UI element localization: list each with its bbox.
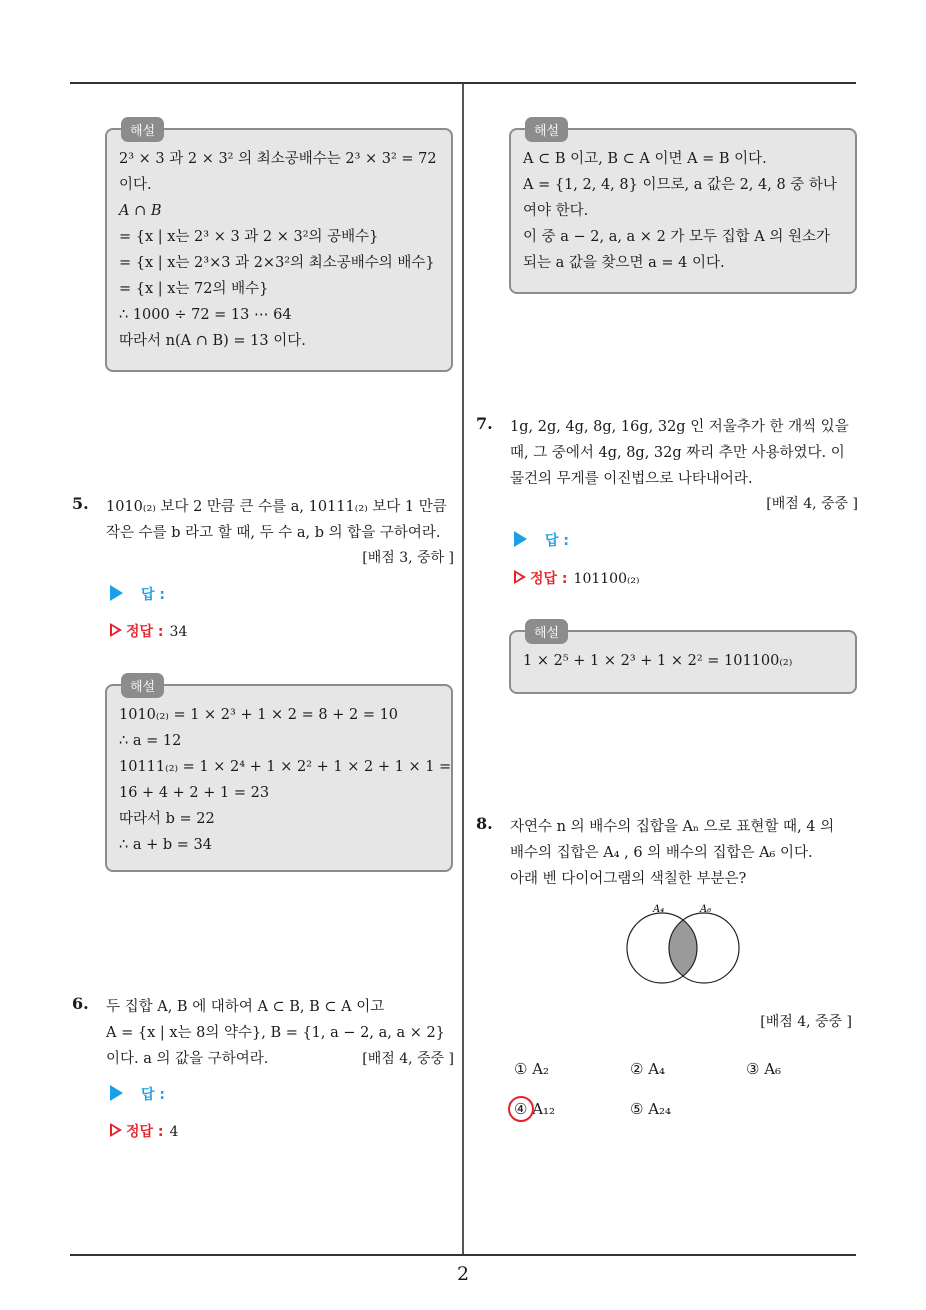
selected-answer-circle-icon: [508, 1096, 534, 1122]
solution-line: 되는 a 값을 찾으면 a = 4 이다.: [523, 255, 725, 271]
choice-3[interactable]: ③ A₆: [746, 1060, 782, 1078]
outline-arrow-icon: [514, 570, 526, 584]
bottom-rule: [70, 1254, 856, 1256]
solution-tag: 해설: [121, 117, 164, 142]
solution-box-q5: [105, 680, 453, 872]
score-label: [배점 4, 중중 ]: [362, 1051, 454, 1067]
question-text: 배수의 집합은 A₄ , 6 의 배수의 집합은 A₆ 이다.: [510, 845, 813, 861]
solution-line: A ⊂ B 이고, B ⊂ A 이면 A = B 이다.: [523, 151, 767, 167]
question-text: 작은 수를 b 라고 할 때, 두 수 a, b 의 합을 구하여라.: [106, 525, 441, 541]
solution-line: 1 × 2⁵ + 1 × 2³ + 1 × 2² = 101100₍₂₎: [523, 653, 793, 669]
play-arrow-icon: [514, 531, 527, 547]
play-arrow-icon: [110, 1085, 123, 1101]
solution-line: 여야 한다.: [523, 203, 589, 219]
set-a4-label: A₄: [653, 904, 665, 915]
solution-tag: 해설: [121, 673, 164, 698]
correct-answer-q7: [514, 568, 639, 588]
answer-label: 답 :: [141, 1087, 165, 1103]
correct-label: 정답 :: [126, 1124, 164, 1140]
solution-line: A ∩ B: [119, 203, 162, 219]
score-label: [배점 4, 중중 ]: [760, 1014, 852, 1030]
solution-line: 따라서 b = 22: [119, 811, 215, 827]
answer-field-q6[interactable]: [110, 1084, 165, 1104]
solution-line: 2³ × 3 과 2 × 3² 의 최소공배수는 2³ × 3² = 72: [119, 151, 437, 167]
solution-line: = {x | x는 2³ × 3 과 2 × 3²의 공배수}: [119, 229, 379, 245]
solution-line: 이 중 a − 2, a, a × 2 가 모두 집합 A 의 원소가: [523, 229, 830, 245]
question-text: 이다. a 의 값을 구하여라.: [106, 1051, 269, 1067]
solution-line: 1010₍₂₎ = 1 × 2³ + 1 × 2 = 8 + 2 = 10: [119, 707, 399, 723]
choice-2[interactable]: ② A₄: [630, 1060, 666, 1078]
question-number: 6.: [72, 994, 89, 1013]
correct-label: 정답 :: [530, 571, 568, 587]
solution-box-q4: [105, 124, 453, 372]
correct-value: 4: [169, 1124, 179, 1140]
solution-line: 16 + 4 + 2 + 1 = 23: [119, 785, 270, 801]
solution-line: ∴ 1000 ÷ 72 = 13 ⋯ 64: [119, 307, 292, 323]
score-label: [배점 3, 중하 ]: [362, 550, 454, 566]
correct-value: 101100₍₂₎: [573, 571, 640, 587]
question-number: 8.: [476, 814, 493, 833]
score-label: [배점 4, 중중 ]: [766, 496, 858, 512]
question-text: 두 집합 A, B 에 대하여 A ⊂ B, B ⊂ A 이고: [106, 999, 385, 1015]
solution-line: ∴ a = 12: [119, 733, 182, 749]
choice-1[interactable]: ① A₂: [514, 1060, 550, 1078]
column-divider: [462, 84, 464, 1256]
question-text: 1g, 2g, 4g, 8g, 16g, 32g 인 저울추가 한 개씩 있을: [510, 419, 849, 435]
correct-answer-q6: [110, 1121, 178, 1141]
outline-arrow-icon: [110, 623, 122, 637]
solution-line: 따라서 n(A ∩ B) = 13 이다.: [119, 333, 306, 349]
answer-label: 답 :: [141, 587, 165, 603]
answer-label: 답 :: [545, 533, 569, 549]
solution-line: ∴ a + b = 34: [119, 837, 212, 853]
outline-arrow-icon: [110, 1123, 122, 1137]
question-text: 1010₍₂₎ 보다 2 만큼 큰 수를 a, 10111₍₂₎ 보다 1 만큼: [106, 499, 447, 515]
solution-tag: 해설: [525, 117, 568, 142]
choice-5[interactable]: ⑤ A₂₄: [630, 1100, 672, 1118]
solution-box-q7: [509, 626, 857, 694]
solution-line: 이다.: [119, 177, 152, 193]
correct-value: 34: [169, 624, 188, 640]
solution-line: A = {1, 2, 4, 8} 이므로, a 값은 2, 4, 8 중 하나: [523, 177, 837, 193]
question-number: 7.: [476, 414, 493, 433]
correct-label: 정답 :: [126, 624, 164, 640]
choice-4[interactable]: ④ A₁₂: [514, 1100, 556, 1118]
solution-tag: 해설: [525, 619, 568, 644]
solution-line: = {x | x는 2³×3 과 2×3²의 최소공배수의 배수}: [119, 255, 435, 271]
venn-diagram: [620, 898, 750, 990]
solution-box-q6: [509, 124, 857, 294]
question-text: 물건의 무게를 이진법으로 나타내어라.: [510, 471, 753, 487]
question-text: 아래 벤 다이어그램의 색칠한 부분은?: [510, 871, 747, 887]
set-a6-label: A₆: [700, 904, 712, 915]
question-number: 5.: [72, 494, 89, 513]
answer-field-q5[interactable]: [110, 584, 165, 604]
play-arrow-icon: [110, 585, 123, 601]
solution-line: = {x | x는 72의 배수}: [119, 281, 269, 297]
question-text: A = {x | x는 8의 약수}, B = {1, a − 2, a, a × 2}: [106, 1025, 445, 1041]
page-number: 2: [456, 1263, 470, 1285]
correct-answer-q5: [110, 621, 187, 641]
question-text: 자연수 n 의 배수의 집합을 Aₙ 으로 표현할 때, 4 의: [510, 819, 835, 835]
answer-field-q7[interactable]: [514, 530, 569, 550]
question-text: 때, 그 중에서 4g, 8g, 32g 짜리 추만 사용하였다. 이: [510, 445, 845, 461]
solution-line: 10111₍₂₎ = 1 × 2⁴ + 1 × 2² + 1 × 2 + 1 × 1 =: [119, 759, 452, 775]
